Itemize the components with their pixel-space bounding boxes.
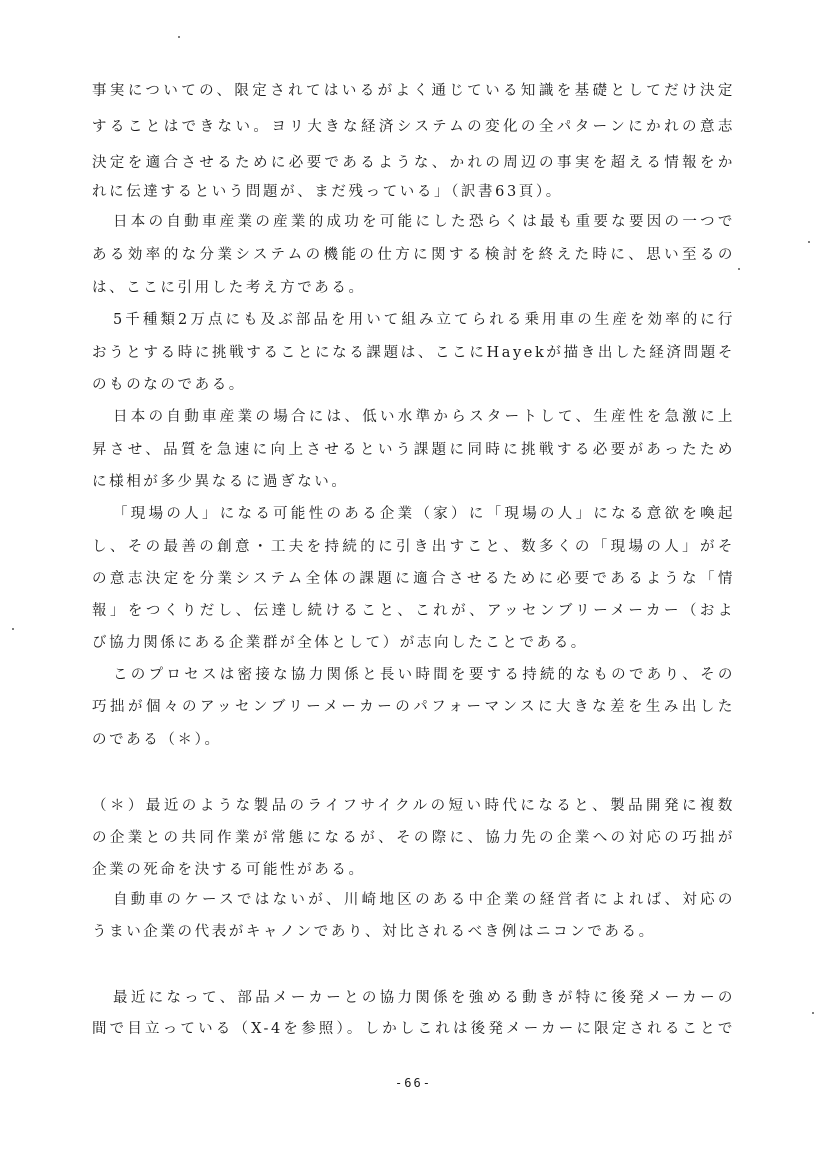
footnote-line: 自動車のケースではないが、川崎地区のある中企業の経営者によれば、対応の bbox=[113, 892, 735, 908]
text-line: は、ここに引用した考え方である。 bbox=[92, 280, 366, 296]
footnote-line: うまい企業の代表がキャノンであり、対比されるべき例はニコンである。 bbox=[92, 924, 656, 940]
text-line: し、その最善の創意・工夫を持続的に引き出すこと、数多くの「現場の人」がそ bbox=[92, 539, 735, 555]
footnote-line: （＊）最近のような製品のライフサイクルの短い時代になると、製品開発に複数 bbox=[92, 798, 735, 814]
text-line: の意志決定を分業システム全体の課題に適合させるために必要であるような「情 bbox=[92, 571, 735, 587]
text-line: 決定を適合させるために必要であるような、かれの周辺の事実を超える情報をか bbox=[92, 155, 735, 171]
text-line: 報」をつくりだし、伝達し続けること、これが、アッセンブリーメーカー（およ bbox=[92, 603, 735, 619]
scan-speck bbox=[808, 241, 810, 243]
footnote-line: 企業の死命を決する可能性がある。 bbox=[92, 862, 366, 878]
text-line: び協力関係にある企業群が全体として）が志向したことである。 bbox=[92, 635, 588, 651]
text-line: のものなのである。 bbox=[92, 377, 246, 393]
text-line: することはできない。ヨリ大きな経済システムの変化の全パターンにかれの意志 bbox=[92, 119, 735, 135]
text-line: 間で目立っている（X-4を参照）。しかしこれは後発メーカーに限定されることで bbox=[92, 1021, 735, 1037]
text-line: 日本の自動車産業の場合には、低い水準からスタートして、生産性を急激に上 bbox=[113, 409, 735, 425]
page-number: -66- bbox=[395, 1076, 432, 1090]
footnote-line: の企業との共同作業が常態になるが、その際に、協力先の企業への対応の巧拙が bbox=[92, 830, 735, 846]
scan-speck bbox=[12, 628, 14, 630]
scan-speck bbox=[178, 36, 180, 38]
text-line: このプロセスは密接な協力関係と長い時間を要する持続的なものであり、その bbox=[113, 667, 735, 683]
text-line: 昇させ、品質を急速に向上させるという課題に同時に挑戦する必要があったため bbox=[92, 442, 735, 458]
text-line: 5千種類2万点にも及ぶ部品を用いて組み立てられる乗用車の生産を効率的に行 bbox=[113, 312, 735, 328]
text-line: 巧拙が個々のアッセンブリーメーカーのパフォーマンスに大きな差を生み出した bbox=[92, 699, 735, 715]
text-line: 「現場の人」になる可能性のある企業（家）に「現場の人」になる意欲を喚起 bbox=[113, 506, 735, 522]
text-line: 最近になって、部品メーカーとの協力関係を強める動きが特に後発メーカーの bbox=[113, 990, 735, 1006]
text-line: れに伝達するという問題が、まだ残っている」（訳書63頁）。 bbox=[92, 184, 563, 200]
text-line: のである（＊）。 bbox=[92, 732, 222, 748]
scan-speck bbox=[738, 268, 740, 270]
text-line: 事実についての、限定されてはいるがよく通じている知識を基礎としてだけ決定 bbox=[92, 83, 735, 99]
text-line: ある効率的な分業システムの機能の仕方に関する検討を終えた時に、思い至るの bbox=[92, 247, 735, 263]
text-line: おうとする時に挑戦することになる課題は、ここにHayekが描き出した経済問題そ bbox=[92, 345, 735, 361]
scan-speck bbox=[812, 1012, 814, 1014]
text-line: 日本の自動車産業の産業的成功を可能にした恐らくは最も重要な要因の一つで bbox=[113, 214, 735, 230]
text-line: に様相が多少異なるに過ぎない。 bbox=[92, 474, 349, 490]
